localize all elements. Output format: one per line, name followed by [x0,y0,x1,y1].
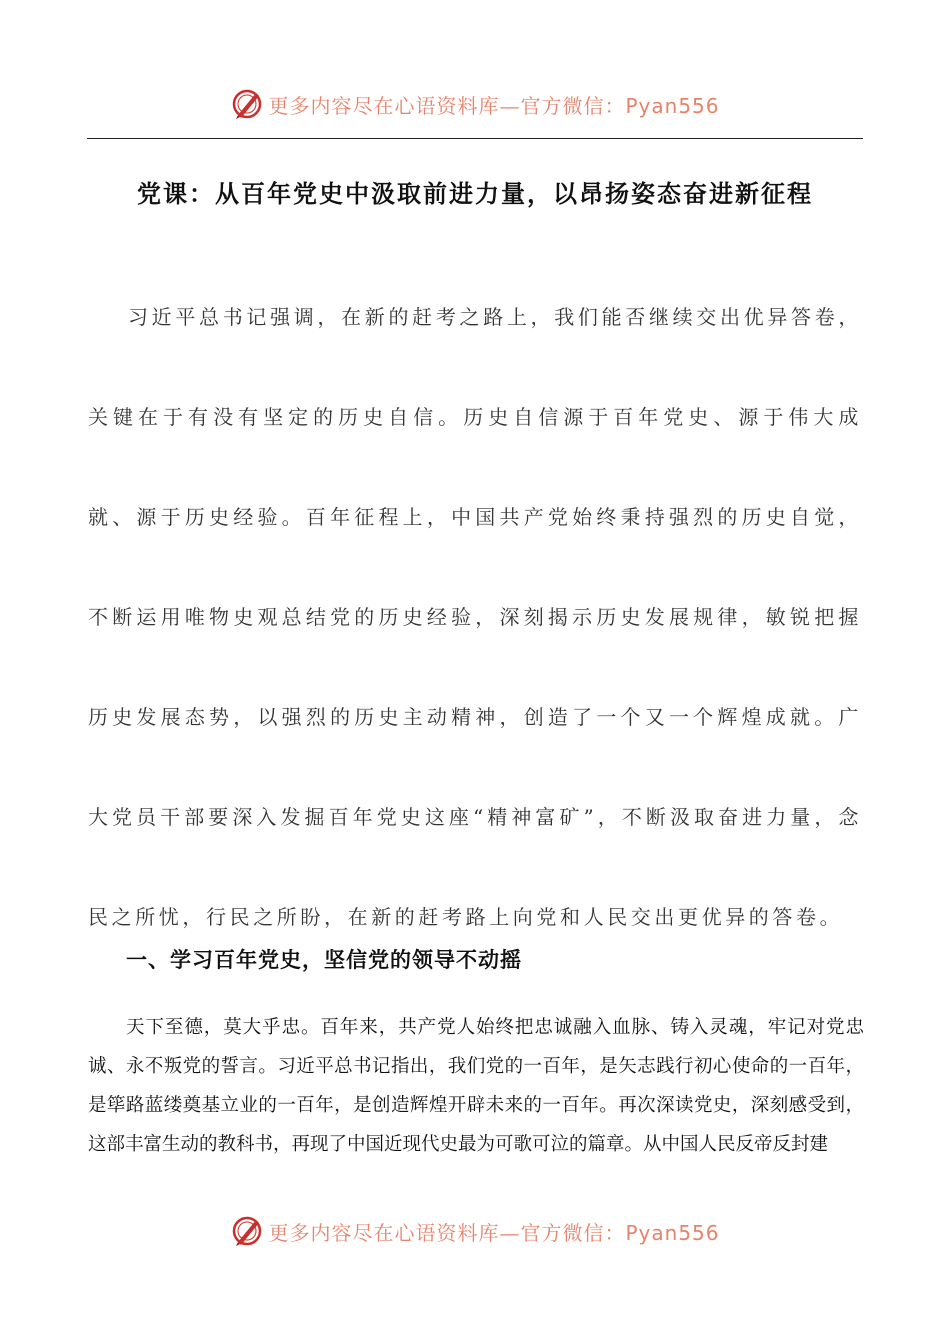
section-heading: 一、学习百年党史，坚信党的领导不动摇 [126,947,522,972]
watermark-text: 更多内容尽在心语资料库—官方微信： [268,1220,626,1245]
header-divider [87,138,863,139]
watermark-text: 更多内容尽在心语资料库—官方微信： [268,93,626,118]
intro-paragraph: 习近平总书记强调，在新的赶考之路上，我们能否继续交出优异答卷，关键在于有没有坚定的历史自信。历史自信源于百年党史、源于伟大成就、源于历史经验。百年征程上，中国共产党始终秉持强烈的历史自觉，不断运用唯物史观总结党的历史经验，深刻揭示历史发展规律，敏锐把握历史发展态势，以强烈的历史主动精神，创造了一个又一个辉煌成就。广大党员干部要深入发掘百年党史这座“精神富矿”，不断汲取奋进力量，念民之所忧，行民之所盼，在新的赶考路上向党和人民交出更优异的答卷。 [88,305,862,929]
pen-logo-icon [230,1214,264,1248]
watermark-wechat-id: Pyan556 [625,93,720,118]
header-watermark [0,84,950,124]
section-paragraph: 天下至德，莫大乎忠。百年来，共产党人始终把忠诚融入血脉、铸入灵魂，牢记对党忠诚、永不叛党的誓言。习近平总书记指出，我们党的一百年，是矢志践行初心使命的一百年，是筚路蓝缕奠基立业的一百年，是创造辉煌开辟未来的一百年。再次深读党史，深刻感受到，这部丰富生动的教科书，再现了中国近现代史最为可歌可泣的篇章。从中国人民反帝反封建 [88,1017,864,1155]
watermark-wechat-id: Pyan556 [625,1220,720,1245]
pen-logo-icon [230,87,264,121]
footer-watermark [0,1211,950,1251]
document-title: 党课：从百年党史中汲取前进力量，以昂扬姿态奋进新征程 [137,179,813,208]
